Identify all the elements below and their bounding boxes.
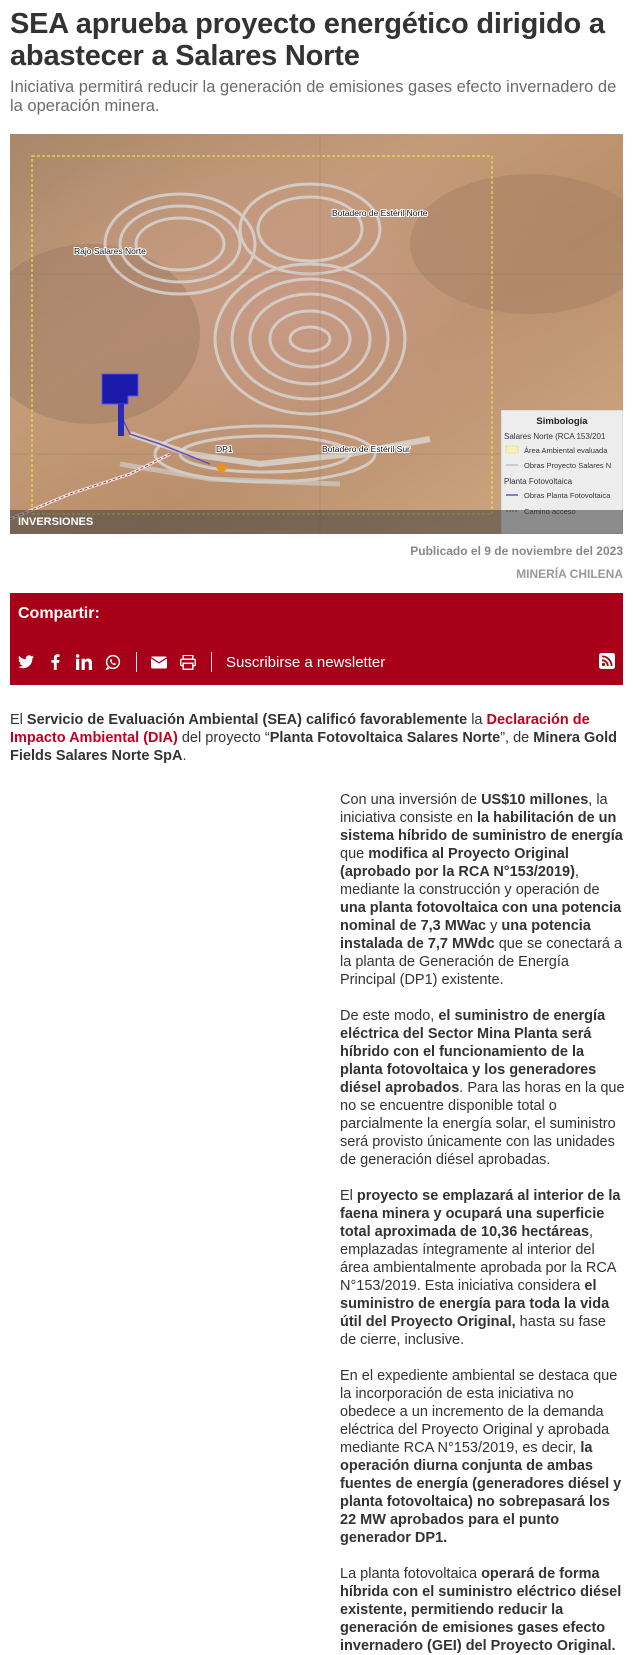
- twitter-icon[interactable]: [18, 654, 34, 670]
- newsletter-link[interactable]: Suscribirse a newsletter: [226, 653, 386, 671]
- satellite-map: [10, 134, 623, 534]
- facebook-icon[interactable]: [47, 654, 63, 670]
- body-paragraph: Con una inversión de US$10 millones, la iniciativa consiste en la habilitación de un sistema híbrido de suministro de energía que modifica al Proyecto Original (aprobado por la RCA N°153/2019), mediante la construcción y operación de una planta fotovoltaica con una potencia nominal de 7,3 MWac y una potencia instalada de 7,7 MWdc que se conectará a la planta de Generación de Energía Principal (DP1) existente.: [340, 792, 623, 988]
- body-paragraph: En el expediente ambiental se destaca que la incorporación de esta iniciativa no obedece a un incremento de la demanda eléctrica del Proyecto Original y aprobada mediante RCA N°153/2019, es decir, la operación diurna conjunta de ambas fuentes de energía (generadores diésel y planta fotovoltaica) no sobrepasará los 22 MW aprobados para el punto generador DP1.: [340, 1368, 622, 1546]
- whatsapp-icon[interactable]: [105, 654, 121, 670]
- body-paragraph: De este modo, el suministro de energía eléctrica del Sector Mina Planta será híbrido con el funcionamiento de la planta fotovoltaica y los generadores diésel aprobados. Para las horas en la que no se encuentre disponible total o parcialmente la energía solar, el suministro será provisto únicamente con las unidades de generación diésel aprobadas.: [340, 1008, 625, 1168]
- page-title: SEA aprueba proyecto energético dirigido a abastecer a Salares Norte: [10, 8, 605, 72]
- publish-date: Publicado el 9 de noviembre del 2023: [410, 544, 623, 558]
- hero-map-image[interactable]: [10, 134, 623, 534]
- article: [0, 8, 633, 1655]
- legend-item2: Obras Proyecto Salares N: [524, 461, 612, 470]
- legend-group1: Salares Norte (RCA 153/201: [504, 432, 606, 441]
- lead-paragraph: El Servicio de Evaluación Ambiental (SEA) calificó favorablemente la Declaración de Impacto Ambiental (DIA) del proyecto “Planta Fotovoltaica Salares Norte”, de Minera Gold Fields Salares Norte SpA.: [10, 712, 618, 764]
- article-source: MINERÍA CHILENA: [516, 567, 623, 581]
- legend-item1: Área Ambiental evaluada: [524, 446, 608, 455]
- divider: [211, 652, 212, 672]
- divider: [136, 652, 137, 672]
- legend-item3: Obras Planta Fotovoltaica: [524, 491, 611, 500]
- label-botadero-sur: Botadero de Estéril Sur: [322, 444, 410, 454]
- share-bar: [10, 593, 623, 685]
- label-rajo: Rajo Salares Norte: [74, 246, 146, 256]
- body-paragraph: La planta fotovoltaica operará de forma híbrida con el suministro eléctrico diésel existente, permitiendo reducir la generación de emisiones gases efecto invernadero (GEI) del Proyecto Original.: [340, 1566, 622, 1654]
- share-label: Compartir:: [18, 605, 100, 622]
- article-subtitle: Iniciativa permitirá reducir la generación de emisiones gases efecto invernadero de la operación minera.: [10, 78, 617, 115]
- share-icons: [18, 651, 615, 673]
- category-tag[interactable]: INVERSIONES: [10, 510, 623, 534]
- dia-link[interactable]: Declaración de Impacto Ambiental (DIA): [10, 712, 590, 746]
- body-paragraph: El proyecto se emplazará al interior de la faena minera y ocupará una superficie total aproximada de 10,36 hectáreas, emplazadas íntegramente al interior del área ambientalmente aprobada por la RCA N°153/2019. Esta iniciativa considera el suministro de energía para toda la vida útil del Proyecto Original, hasta su fase de cierre, inclusive.: [340, 1188, 621, 1348]
- rss-icon[interactable]: [599, 653, 615, 669]
- linkedin-icon[interactable]: [76, 654, 92, 670]
- label-dp1: DP1: [216, 444, 233, 454]
- email-icon[interactable]: [151, 654, 167, 670]
- legend-title: Simbología: [536, 416, 588, 427]
- label-botadero-norte: Botadero de Estéril Norte: [332, 208, 428, 218]
- article-body: [340, 791, 625, 1655]
- print-icon[interactable]: [180, 654, 196, 670]
- legend-group2: Planta Fotovoltaica: [504, 477, 573, 486]
